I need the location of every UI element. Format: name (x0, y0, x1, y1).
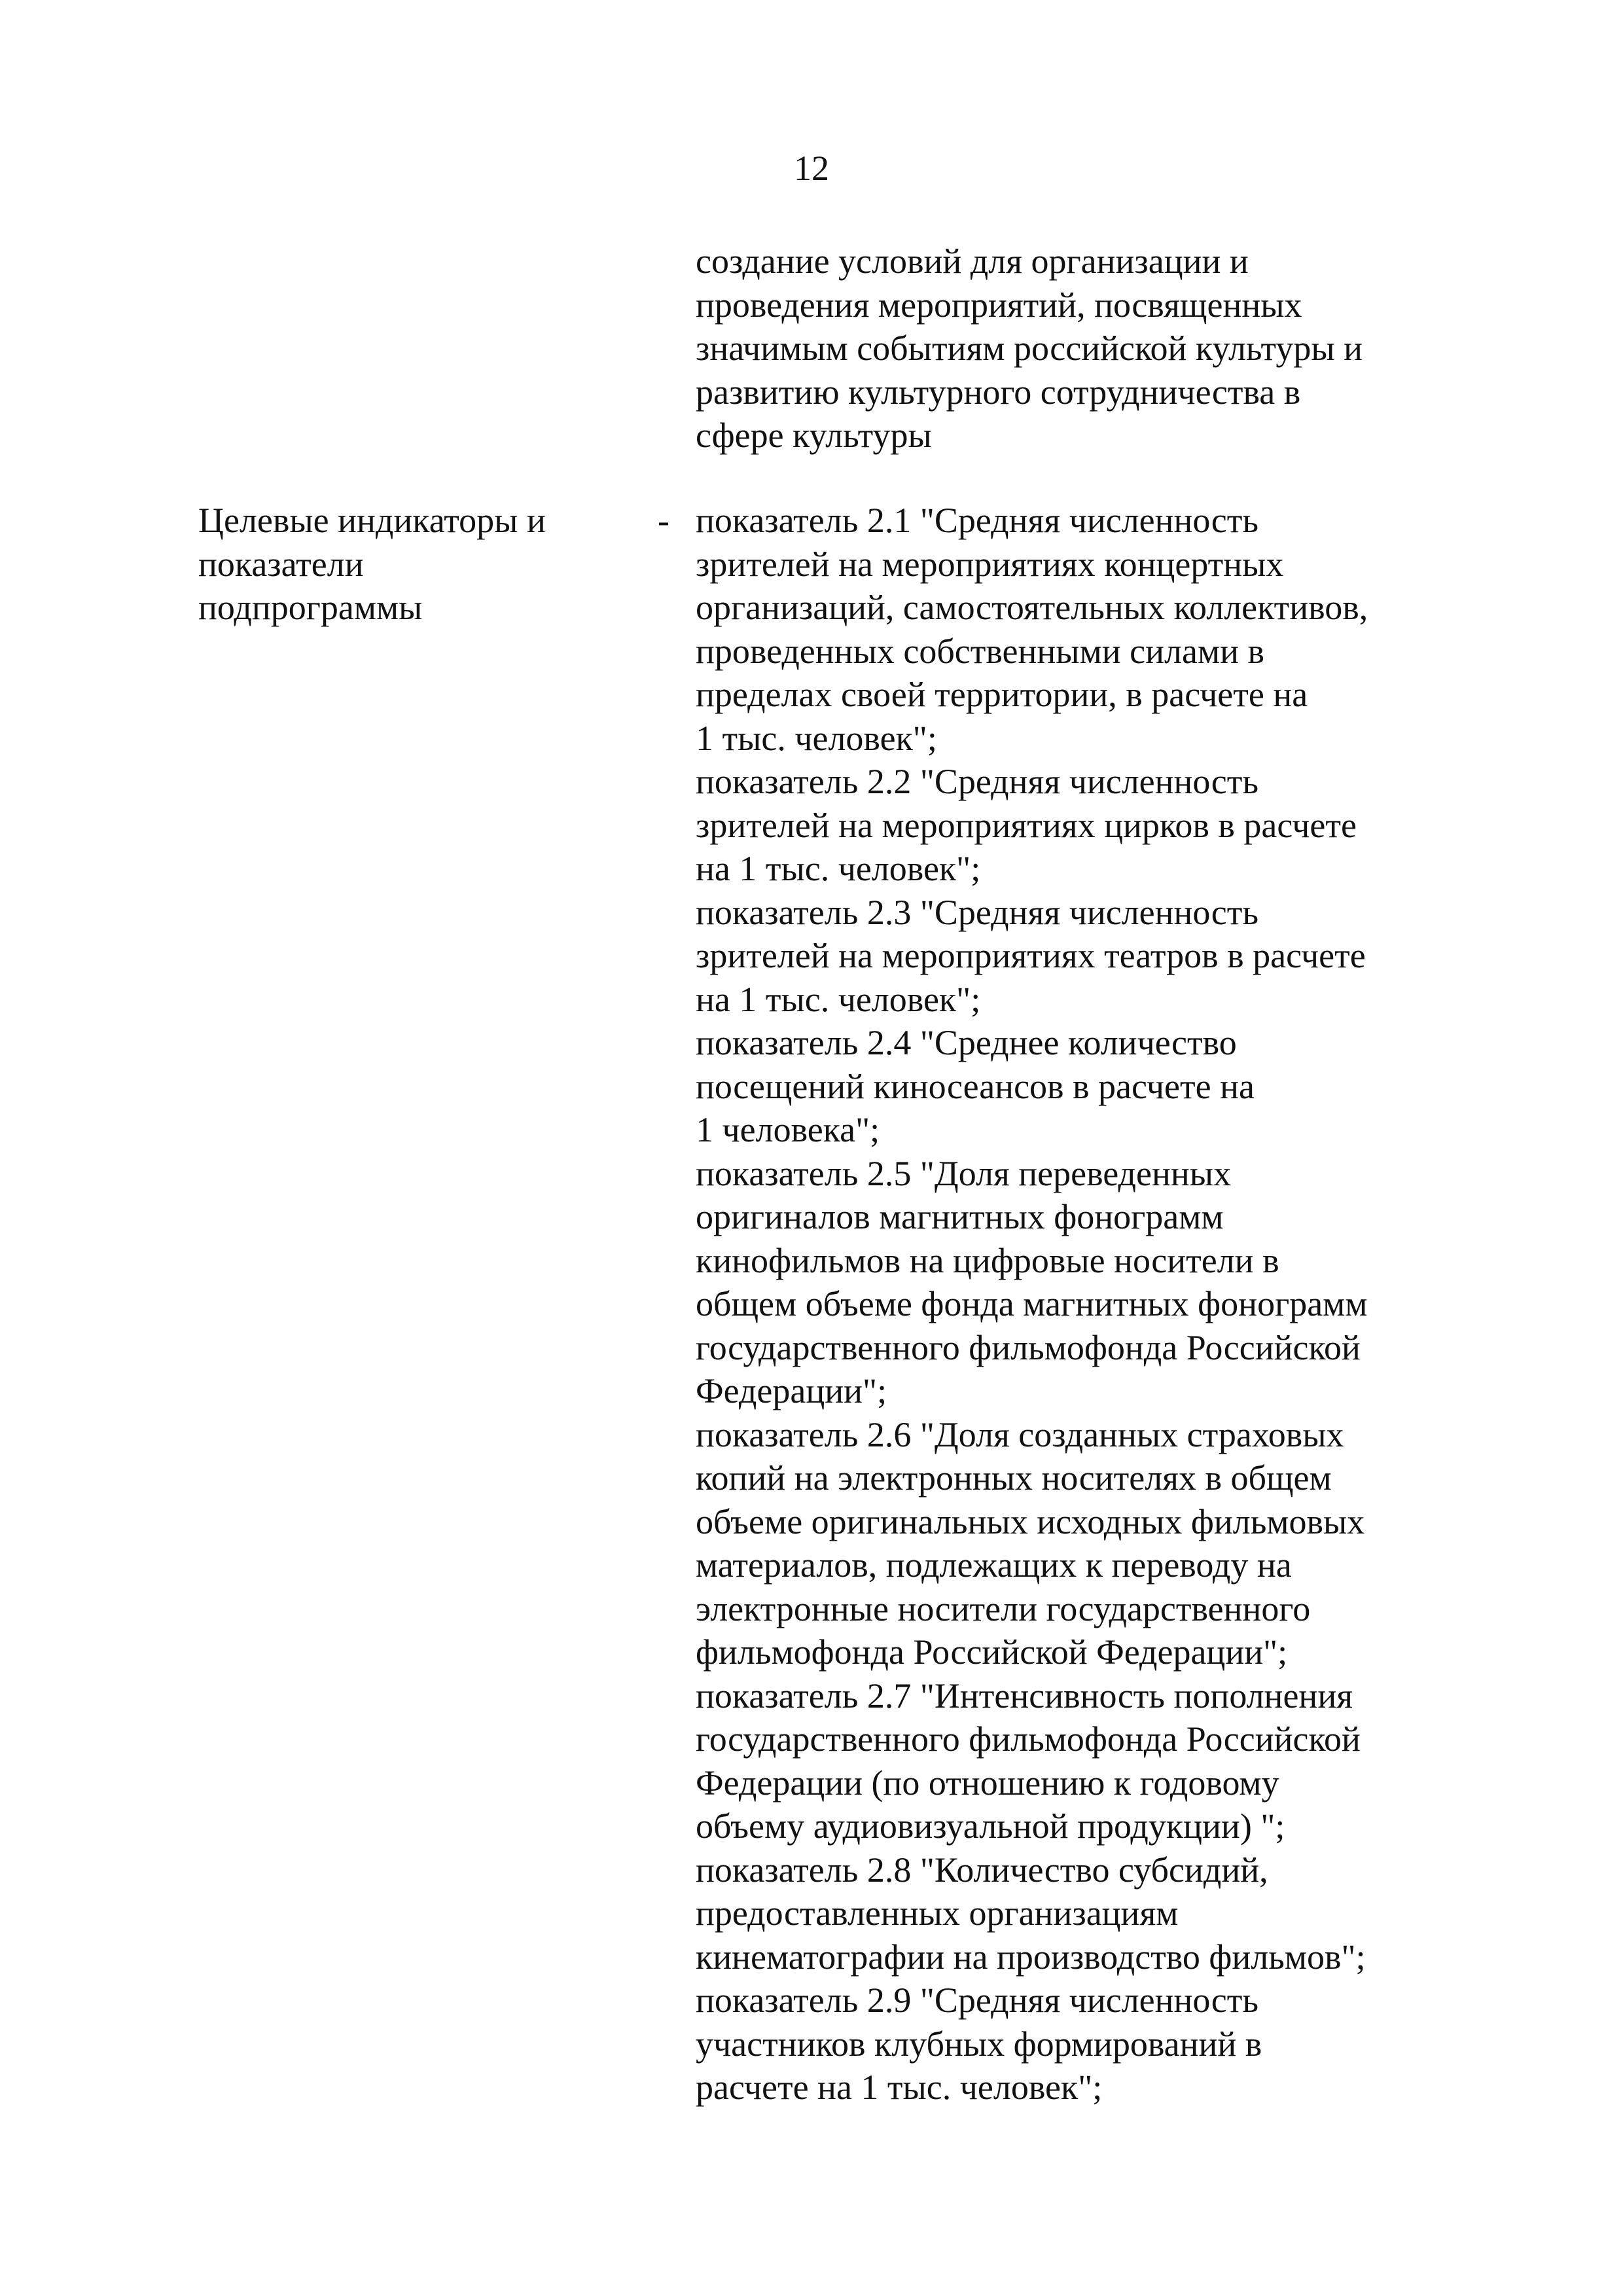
separator-dash: - (658, 501, 669, 540)
indicator-line: электронные носители государственного (696, 1588, 1311, 1628)
indicator-line: 1 тыс. человек"; (696, 718, 937, 758)
indicators-label-line: Целевые индикаторы и (198, 501, 546, 540)
indicator-line: зрителей на мероприятиях концертных (696, 544, 1284, 584)
indicator-line: Федерации"; (696, 1371, 887, 1410)
indicator-line: государственного фильмофонда Российской (696, 1327, 1361, 1367)
indicator-line: материалов, подлежащих к переводу на (696, 1545, 1292, 1585)
indicator-line: показатель 2.1 "Средняя численность (696, 501, 1258, 540)
indicator-line: кинематографии на производство фильмов"; (696, 1937, 1366, 1977)
indicator-line: на 1 тыс. человек"; (696, 849, 981, 888)
indicator-line: копий на электронных носителях в общем (696, 1458, 1332, 1498)
indicator-line: показатель 2.6 "Доля созданных страховых (696, 1414, 1344, 1454)
intro-line: проведения мероприятий, посвященных (696, 285, 1302, 325)
indicator-line: Федерации (по отношению к годовому (696, 1763, 1279, 1803)
indicator-line: показатель 2.7 "Интенсивность пополнения (696, 1676, 1353, 1715)
indicator-line: расчете на 1 тыс. человек"; (696, 2068, 1103, 2107)
indicator-line: показатель 2.5 "Доля переведенных (696, 1153, 1232, 1193)
indicator-line: показатель 2.3 "Средняя численность (696, 892, 1258, 932)
indicators-label-line: показатели (198, 544, 364, 584)
indicator-line: предоставленных организациям (696, 1893, 1179, 1933)
page-number: 12 (794, 149, 829, 188)
indicator-line: 1 человека"; (696, 1110, 880, 1149)
indicator-line: пределах своей территории, в расчете на (696, 675, 1308, 714)
indicator-line: на 1 тыс. человек"; (696, 979, 981, 1019)
indicators-text-block (696, 499, 1468, 2109)
intro-line: значимым событиям российской культуры и (696, 329, 1363, 368)
indicator-line: посещений киносеансов в расчете на (696, 1066, 1255, 1106)
indicator-line: объеме оригинальных исходных фильмовых (696, 1501, 1365, 1541)
indicator-line: проведенных собственными силами в (696, 631, 1265, 671)
indicator-line: кинофильмов на цифровые носители в (696, 1240, 1279, 1280)
indicator-line: показатель 2.2 "Средняя численность (696, 762, 1258, 801)
indicator-line: объему аудиовизуальной продукции) "; (696, 1806, 1285, 1846)
indicator-line: зрителей на мероприятиях театров в расчете (696, 936, 1366, 975)
indicators-label-line: подпрограммы (198, 588, 423, 627)
intro-text-block (696, 240, 1468, 457)
indicator-line: фильмофонда Российской Федерации"; (696, 1632, 1288, 1672)
indicator-line: зрителей на мероприятиях цирков в расчете (696, 805, 1357, 845)
indicator-line: государственного фильмофонда Российской (696, 1719, 1361, 1759)
indicator-line: оригиналов магнитных фонограмм (696, 1197, 1224, 1236)
intro-line: сфере культуры (696, 416, 932, 455)
indicators-label (198, 499, 617, 630)
intro-line: развитию культурного сотрудничества в (696, 372, 1301, 412)
intro-line: создание условий для организации и (696, 242, 1249, 281)
indicator-line: показатель 2.8 "Количество субсидий, (696, 1850, 1268, 1890)
indicator-line: общем объеме фонда магнитных фонограмм (696, 1284, 1368, 1323)
indicator-line: организаций, самостоятельных коллективов, (696, 588, 1368, 627)
indicator-line: участников клубных формирований в (696, 2024, 1262, 2064)
indicator-line: показатель 2.9 "Средняя численность (696, 1981, 1258, 2020)
indicator-line: показатель 2.4 "Среднее количество (696, 1023, 1237, 1062)
